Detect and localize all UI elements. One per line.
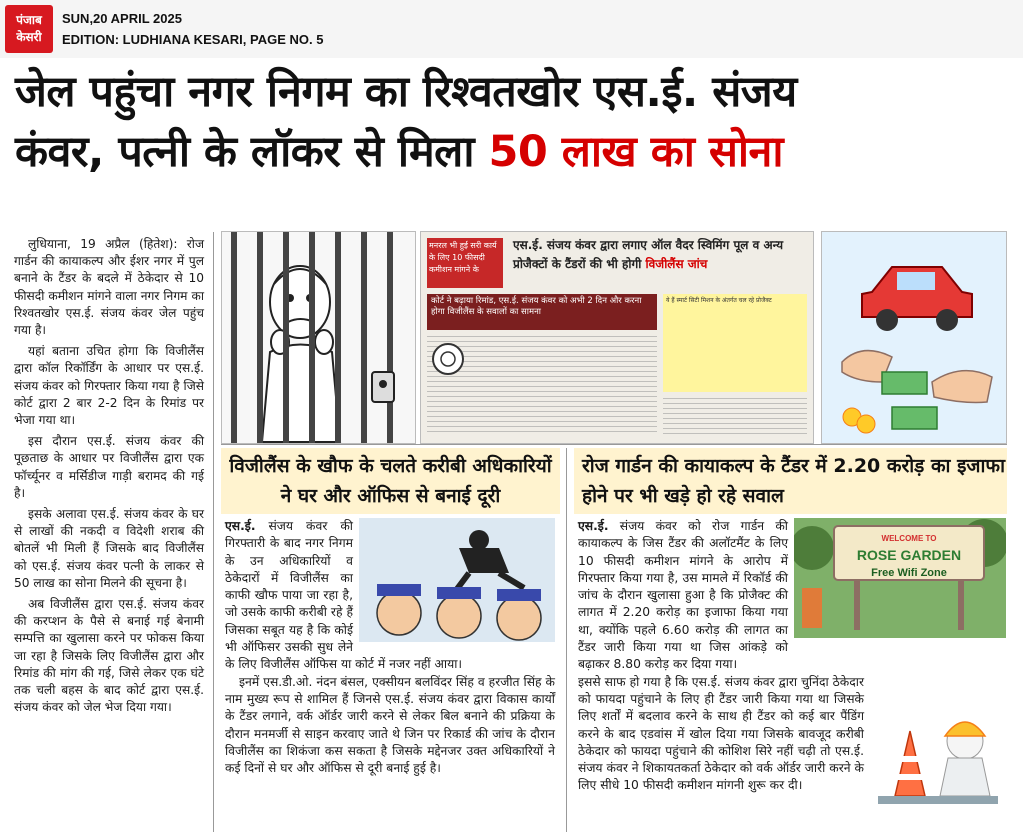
section-right-lead: एस.ई.	[578, 519, 609, 533]
left-paragraph-2: यहां बताना उचित होगा कि विजीलैंस द्वारा कॉल रिकॉर्डिंग के आधार पर एस.ई. संजय कंवर को गिरफ्तार किया गया है जिसे कोर्ट द्वारा 2 बार 2-2 दिन के रिमांड पर भेजा गया था।	[14, 344, 204, 428]
clip-title-text: एस.ई. संजय कंवर द्वारा लगाए ऑल वैदर स्विमिंग पूल व अन्य प्रोजैक्टों के टैंडरों की भी होगी	[513, 238, 784, 271]
logo-line-1: पंजाब	[16, 13, 42, 27]
top-bar	[0, 0, 1023, 58]
section-left-paragraph-2: इनमें एस.डी.ओ. नंदन बंसल, एक्सीयन बलविंदर सिंह व हरजीत सिंह के नाम मुख्य रूप से शामिल हैं जिनसे एस.ई. संजय कंवर द्वारा विकास कार्यों के टैंडर लगाने, वर्क ऑर्डर जारी करने से लेकर बिल बनाने की प्रक्रिया के दौरान मनमर्जी से साइन करवाए जाते थे जिन पर रिकार्ड की जांच के दौरान विजीलैंस का शिकंजा कस सकता है जिसके मद्देनजर उक्त अधिकारियों ने कई दिनों से घर और ऑफिस से दूरी बनाई हुई है।	[225, 674, 555, 776]
left-paragraph-1: लुधियाना, 19 अप्रैल (हितेश): रोज गार्डन की कायाकल्प और ईशर नगर में पुल बनाने के टैंडर के बदले में ठेकेदार से 10 फीसदी कमीशन मांगने वाला नगर निगम का रिश्वतखोर एस.ई. संजय कंवर जेल पहुंच गया है।	[14, 237, 204, 338]
logo-line-2: केसरी	[16, 30, 42, 44]
rose-sign-sub: Free Wifi Zone	[871, 566, 947, 579]
section-left-story	[225, 518, 555, 777]
construction-drawing	[870, 696, 1006, 808]
clip-title-highlight: विजीलैंस जांच	[645, 257, 708, 271]
clip-red-box: मनरल भी हुई सरी कार्य के लिए 10 फीसदी कमीशन मांगने के	[427, 238, 503, 288]
section-divider	[221, 444, 1007, 445]
headline-line-2	[15, 122, 1011, 182]
edition-meta	[62, 8, 323, 50]
clip-text-fill-2	[663, 398, 807, 438]
jail-cartoon-drawing	[222, 232, 415, 443]
bribe-illustration	[821, 231, 1007, 444]
section-right-headline: रोज गार्डन की कायाकल्प के टैंडर में 2.20 करोड़ का इजाफा होने पर भी खड़े हो रहे सवाल	[574, 448, 1007, 514]
thief-cartoon	[359, 518, 555, 642]
rose-sign	[834, 530, 984, 582]
rose-sign-welcome: WELCOME TO	[881, 534, 937, 543]
headline-line-2-text: कंवर, पत्नी के लॉकर से मिला	[15, 127, 489, 177]
left-paragraph-3: इस दौरान एस.ई. संजय कंवर की पूछताछ के आधार पर विजीलैंस द्वारा एक फॉर्च्यूनर व मर्सिडीज गाड़ी बरामद की गई है।	[14, 434, 204, 500]
section-left-headline: विजीलैंस के खौफ के चलते करीबी अधिकारियों ने घर और ऑफिस से बनाई दूरी	[221, 448, 560, 514]
car-money-drawing	[822, 232, 1006, 443]
section-right-paragraph-2: इससे साफ हो गया है कि एस.ई. संजय कंवर द्वारा चुनिंदा ठेकेदार को फायदा पहुंचाने के लिए ही टैंडर जारी किया गया था जिसके लिए शर्तों में बदलाव करने के साथ ही टैंडर को कई बार पैंडिंग करने के बाद एडवांस में खोल दिया गया जिसके बावजूद करीबी ठेकेदार को फायदा पहुंचाने की कोशिश सिरे नहीं चढ़ी तो एस.ई. संजय कंवर ने शिकायतकर्ता ठेकेदार को वर्क ऑर्डर जारी करने के लिए सीधे 10 फीसदी कमीशन मांगनी शुरू कर दी।	[578, 674, 864, 793]
clip-seal-icon	[431, 342, 465, 376]
section-right-paragraph-1-text: संजय कंवर को रोज गार्डन की कायाकल्प के जिस टैंडर की अलॉटमैंट के लिए 10 फीसदी कमीशन मांगने के आरोप में गिरफ्तार किया गया है, उस मामले में रिकॉर्ड की जांच के दौरान खुलासा हुआ है कि प्रोजैक्ट की लागत में 2.20 करोड़ का इजाफा किया गया था, क्योंकि पहले 6.60 करोड़ की लागत का टैंडर जारी किया गया था जिस आंकड़े को बढ़ाकर 8.80 करोड़ कर दिया गया।	[578, 519, 788, 672]
main-headline	[15, 62, 1011, 182]
edition-date: SUN,20 APRIL 2025	[62, 11, 182, 26]
edition-name: EDITION: LUDHIANA KESARI, PAGE NO. 5	[62, 32, 324, 47]
section-right-story	[578, 518, 1006, 808]
punjab-kesari-logo	[5, 5, 53, 53]
section-column-divider	[566, 448, 567, 832]
headline-highlight: 50 लाख का सोना	[488, 127, 784, 177]
left-paragraph-4: इसके अलावा एस.ई. संजय कंवर के घर से लाखों की नकदी व विदेशी शराब की बोतलें भी मिली हैं जिसके बाद विजीलैंस को एस.ई. संजय कंवर पत्नी के लाकर से 50 लाख का सोना मिलने की सूचना है।	[14, 507, 204, 590]
jail-cartoon	[221, 231, 416, 444]
rose-garden-photo	[794, 518, 1006, 638]
section-left-paragraph-1-text: संजय कंवर की गिरफ्तारी के बाद नगर निगम के उन अधिकारियों व ठेकेदारों में विजीलैंस का काफी खौफ पाया जा रहा है, जो उसके काफी करीबी रहे हैं जिसका सबूत यह है कि कोई भी ऑफिसर उसकी सुध लेने के लिए विजीलैंस ऑफिस या कोर्ट में नजर नहीं आया।	[225, 519, 463, 672]
left-paragraph-5: अब विजीलैंस द्वारा एस.ई. संजय कंवर की करप्शन के पैसे से बनाई गई बेनामी सम्पत्ति का खुलासा करने पर फोकस किया जा रहा है जिसके लिए विजीलैंस द्वारा और रिमांड की मांग की गई, जिसे लेकर एक घंटे तक चली बहस के बाद कोर्ट द्वारा एस.ई. संजय कंवर को जेल भेज दिया गया।	[14, 597, 204, 715]
clip-red-bar: कोर्ट ने बढ़ाया रिमांड, एस.ई. संजय कंवर को अभी 2 दिन और करना होगा विजीलैंस के सवालों का सामना	[427, 294, 657, 330]
left-column-story	[14, 236, 204, 720]
clip-yellow-box: ये हैं स्मार्ट सिटी मिशन के अंतर्गत चल रहे प्रोजैक्ट	[663, 294, 807, 392]
thief-cartoon-drawing	[359, 518, 555, 642]
newspaper-clipping	[420, 231, 814, 444]
headline-line-1: जेल पहुंचा नगर निगम का रिश्वतखोर एस.ई. संजय	[15, 67, 797, 117]
rose-sign-name: ROSE GARDEN	[856, 547, 962, 564]
construction-illustration	[870, 696, 1006, 808]
column-divider	[213, 232, 214, 832]
section-left-lead: एस.ई.	[225, 519, 256, 533]
clip-title	[513, 236, 805, 274]
